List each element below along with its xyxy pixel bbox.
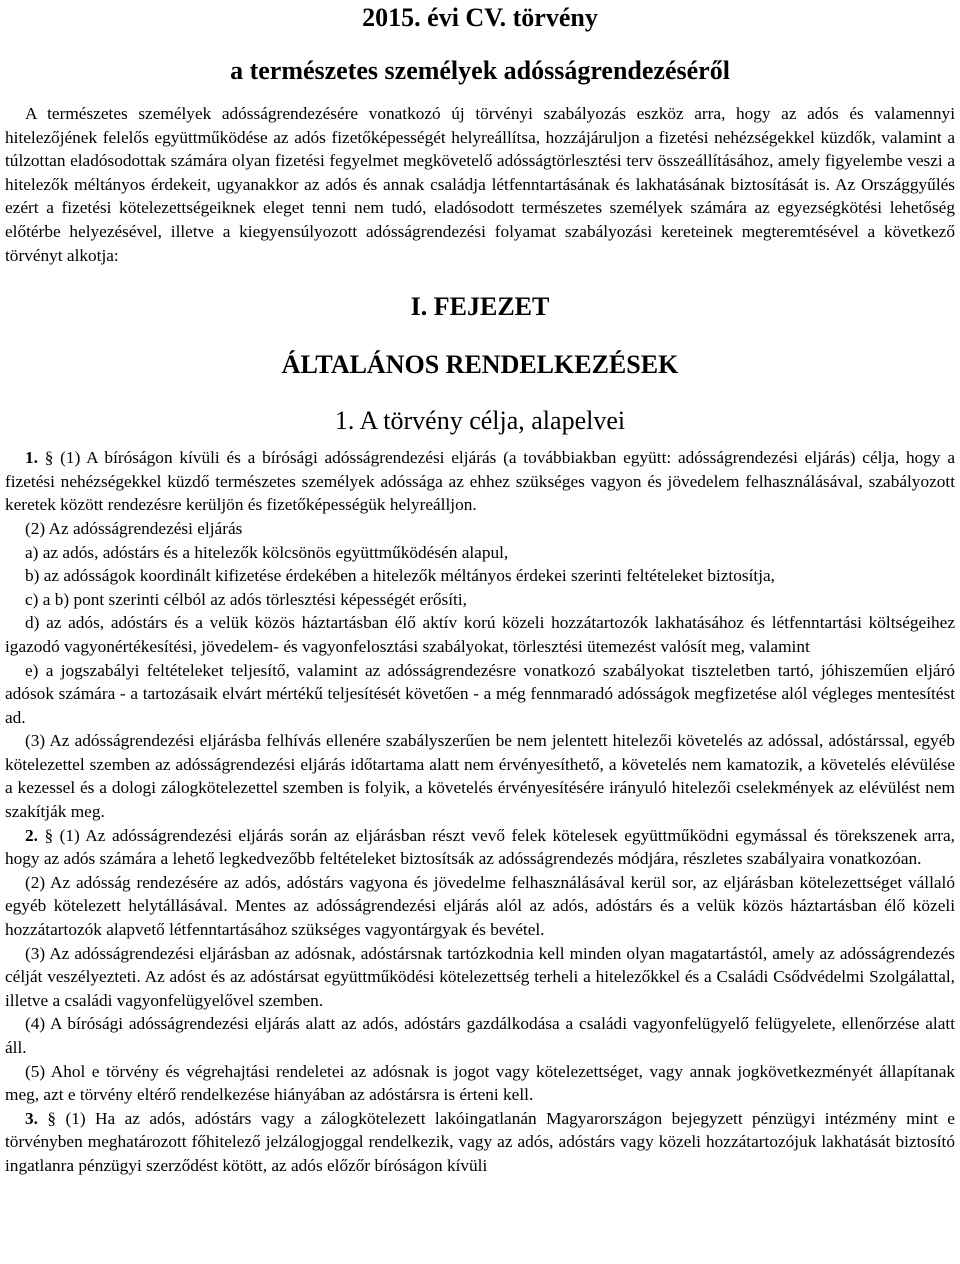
section-1-point-a: a) az adós, adóstárs és a hitelezők kölcsönös együttműködésén alapul, — [25, 542, 509, 562]
preamble — [5, 102, 955, 267]
section-sign: § — [44, 825, 54, 845]
chapter-number: I. FEJEZET — [410, 292, 550, 322]
section-2-paragraph-1-text: (1) Az adósságrendezési eljárás során az eljárásban részt vevő felek kötelesek együttműködni egymással és törekszenek arra, hogy az adós számára a lehető legkedvezőbb feltételeket biztosítsák az adósságrendezés módjára, részletes szabályaira vonatkozóan. — [5, 825, 955, 869]
preamble-part-2: Az Országgyűlés ezért a fizetési kötelezettségeiknek eleget tenni nem tudó, eladósodott természetes személyek számára az egyezségkötési lehetőség előtérbe helyezésével, illetve a kiegyensúlyozott adósságrendezési folyamat szabályozási kereteinek megteremtésével a következő törvényt alkotja: — [5, 174, 956, 265]
section-2-paragraph-1 — [5, 824, 955, 871]
law-subtitle: a természetes személyek adósságrendezéséről — [230, 56, 730, 85]
section-1-point-d: d) az adós, adóstárs és a velük közös háztartásban élő aktív korú közeli hozzátartozók lakhatásához és létfenntartási költségeihez igazodó vagyonértékesítési, jövedelem- és vagyonfelosztási szabályokat, törlesztési ütemezést valósít meg, valamint — [5, 613, 955, 656]
section-1-paragraph-1-text: (1) A bíróságon kívüli és a bírósági adósságrendezési eljárás (a továbbiakban együtt: adósságrendezési eljárás) célja, hogy a fizetési nehézségekkel küzdő természetes személyek adóssága az ehhez szükséges vagyon és jövedelem felhasználásával, szabályozott keretek között rendezésre kerüljön és fizetőképességük helyreálljon. — [5, 448, 956, 515]
section-3-paragraph-1-text: (1) Ha az adós, adóstárs vagy a zálogkötelezett lakóingatlanán Magyarországon bejegyzett pénzügyi intézmény mint e törvényben meghatározott főhitelező jelzálogjoggal rendelkezik, vagy az adós, adóstárs vagy közeli hozzátartozójuk lakhatását biztosító ingatlanra pénzügyi szerződést kötött, az adós előzőr bíróságon kívüli — [5, 1108, 955, 1175]
section-1-paragraph-3: (3) Az adósságrendezési eljárásba felhívás ellenére szabályszerűen be nem jelentett hitelezői követelés az adóssal, adóstárssal, egyéb kötelezettel szemben az adósságrendezési eljárás időtartama alatt nem érvényesíthető, a követelés nem kamatozik, a követelés elévülése a kezessel és a dologi zálogkötelezettel szemben is folyik, a követelés érvényesítésére irányuló hitelezői cselekmények az elévülést nem szakítják meg. — [5, 731, 955, 822]
section-1-number: 1. — [25, 448, 38, 468]
chapter-title: ÁLTALÁNOS RENDELKEZÉSEK — [281, 350, 679, 380]
section-2-number: 2. — [25, 825, 38, 845]
section-2-paragraph-3: (3) Az adósságrendezési eljárásban az adósnak, adóstársnak tartózkodnia kell minden olyan magatartástól, amely az adósságrendezés célját veszélyezteti. Az adóst és az adóstársat együttműködési kötelezettség terheli a hitelezőkkel és a Családi Csődvédelmi Szolgálattal, illetve a családi vagyonfelügyelővel szemben. — [5, 943, 955, 1010]
section-1-point-c: c) a b) pont szerinti célból az adós törlesztési képességét erősíti, — [25, 589, 467, 609]
section-1-point-b: b) az adósságok koordinált kifizetése érdekében a hitelezők méltányos érdekei szerinti feltételeket biztosítja, — [25, 566, 775, 586]
section-sign: § — [47, 1108, 57, 1128]
section-1-paragraph-1 — [5, 446, 955, 517]
section-2-paragraph-4: (4) A bírósági adósságrendezési eljárás alatt az adós, adóstárs gazdálkodása a családi vagyonfelügyelő felügyelete, ellenőrzése alatt áll. — [5, 1014, 955, 1057]
section-3-number: 3. — [25, 1108, 38, 1128]
section-2-paragraph-5: (5) Ahol e törvény és végrehajtási rendeletei az adósnak is jogot vagy kötelezettséget, vagy annak jogkövetkezményét állapítanak meg, azt e törvény eltérő rendelkezése hiányában az adóstársra is érteni kell. — [5, 1061, 955, 1105]
section-1-point-e: e) a jogszabályi feltételeket teljesítő, valamint az adósságrendezésre vonatkozó szabályokat tiszteletben tartó, jóhiszeműen eljáró adósok számára - a tartozásaik elvárt mértékű teljesítését követően - a még fennmaradó adósságok megfizetése alól végleges mentesítést ad. — [5, 660, 955, 727]
section-1-paragraph-2: (2) Az adósságrendezési eljárás — [25, 518, 243, 538]
section-title: 1. A törvény célja, alapelvei — [334, 406, 626, 436]
section-3-paragraph-1 — [5, 1107, 955, 1178]
preamble-part-1: A természetes személyek adósságrendezésére vonatkozó új törvényi szabályozás eszköz arra, hogy az adós és valamennyi hitelezőjének felelős együttműködése az adós fizetőképességét helyreállítsa, hozzájáruljon a fizetési nehézségekkel küzdők, valamint a túlzottan eladósodottak számára olyan fizetési fegyelmet megkövetelő adósságtörlesztési terv összeállításához, amely figyelembe veszi a hitelezők méltányos érdekeit, ugyanakkor az adós és annak családja létfenntartásának és lakhatásának biztosítását is. — [5, 104, 955, 194]
section-sign: § — [44, 448, 54, 468]
law-title: 2015. évi CV. törvény — [362, 3, 598, 32]
section-2-paragraph-2: (2) Az adósság rendezésére az adós, adóstárs vagyona és jövedelme felhasználásával kerül sor, az eljárásban kötelezettséget vállaló egyéb kötelezett helytállásával. Mentes az adósságrendezési eljárás alól az adós, adóstárs és a velük közös háztartásban élő közeli hozzátartozók alapvető létfenntartásához szükséges vagyontárgyak és bevétel. — [5, 872, 955, 940]
